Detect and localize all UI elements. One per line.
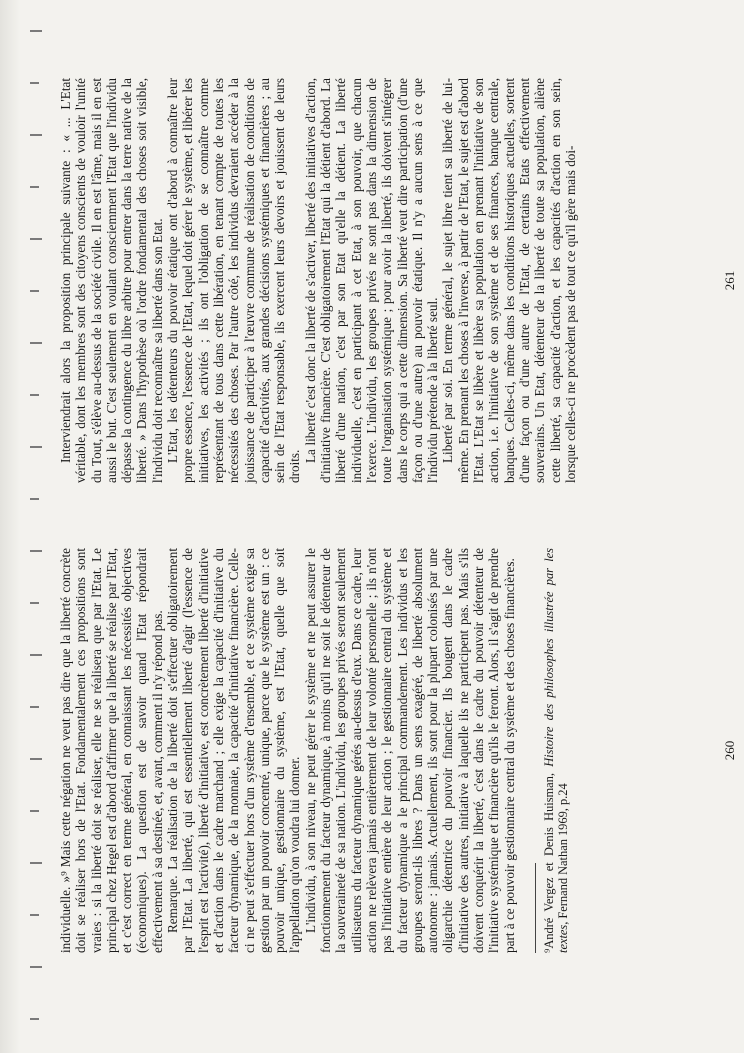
margin-tick xyxy=(30,758,42,760)
page-260 xyxy=(58,548,738,953)
rotated-book-spread xyxy=(58,73,738,953)
footnote-title: Histoire des philosophes illustrée par les textes xyxy=(541,548,571,953)
paragraph: L'Etat, les détenteurs du pouvoir étatique ont d'abord à connaître leur propre essence, l'essence de l'Etat, lequel doit gérer le système, et libérer les initiatives, les activités ; ils ont l'obligation de se connaître comme représentant de tous dans cette libération, en tenant compte de toutes les nécessités des choses. Par l'autre côté, les individus devraient accéder à la jouissance de participer à l'œuvre commune de réalisation de conditions de capacité d'activités, aux grandes décisions systémiques et financières ; au sein de l'Etat responsable, ils exercent leurs devoirs et jouissent de leurs droits. xyxy=(165,78,303,483)
margin-tick xyxy=(30,290,39,292)
paragraph: L'individu, à son niveau, ne peut gérer le système et ne peut assurer le fonctionnement du facteur dynamique, à moins qu'il ne soit le détenteur de la souveraineté de sa nation. L'individu, les groupes privés seront seulement utilisateurs du facteur dynamique gérés au-dessus d'eux. Dans ce cadre, leur action ne relèvera jamais entièrement de leur volonté personnelle ; ils n'ont pas l'initiative entière de leur action ; le gestionnaire central du système et du facteur dynamique a le principal commandement. Les individus et les groupes seront-ils libres ? Dans un sens exagéré, de liberté absolument autonome : jamais. Actuellement, ils sont pour la plupart colonisés par une oligarchie détentrice du pouvoir financier. Ils bougent dans le cadre d'initiative des autres, initiative à laquelle ils ne participent pas. Mais s'ils doivent conquérir la liberté, c'est dans le cadre du pouvoir détenteur de l'initiative systémique et financière qu'ils le feront. Alors, il s'agit de prendre part à ce pouvoir gestionnaire central du système et des choses financières. xyxy=(302,548,517,953)
margin-tick xyxy=(30,498,39,500)
margin-tick xyxy=(30,394,39,396)
footnote-publisher: , Fernand Nathan 1969, p.24 xyxy=(556,783,571,925)
margin-tick xyxy=(30,30,42,32)
margin-tick xyxy=(30,966,42,968)
margin-tick xyxy=(30,550,42,552)
page-260-body xyxy=(58,548,517,953)
margin-tick xyxy=(30,654,42,656)
paragraph: Remarque. La réalisation de la liberté doit s'effectuer obligatoirement par l'Etat. La liberté, qui est essentiellement liberté d'agir (l'essence de l'esprit est l'activité), liberté d'initiative, est concrètement liberté d'initiative et d'action dans le cadre marchand ; elle exige la capacité d'initiative du facteur dynamique, de la monnaie, la capacité d'initiative financière. Celle-ci ne peut s'effectuer hors d'un système d'ensemble, et ce système exige sa gestion par un pouvoir concentré, unique, parce que le système est un : ce pouvoir unique, gestionnaire du système, est l'Etat, quelle que soit l'appellation qu'on voudra lui donner. xyxy=(165,548,303,953)
margin-tick xyxy=(30,342,42,344)
margin-tick xyxy=(30,862,42,864)
margin-tick xyxy=(30,134,42,136)
paragraph: Interviendrait alors la proposition principale suivante : « ... L'Etat véritable, dont les membres sont des citoyens conscients de vouloir l'unité du Tout, s'élève au-dessus de la société civile. Il en est l'âme, mais il en est aussi le but. C'est seulement en voulant consciemment l'Etat que l'individu dépasse la contingence du libre arbitre pour entrer dans la terre native de la liberté. » Dans l'hypothèse où l'ordre fondamental des choses soit visible, l'individu doit reconnaître sa liberté dans son Etat. xyxy=(58,78,165,483)
footnote-marker: ⁹ xyxy=(541,948,556,953)
margin-tick xyxy=(30,82,39,84)
footnote-rule xyxy=(535,863,536,953)
page-261-body xyxy=(58,78,578,483)
paragraph: La liberté c'est donc la liberté de s'activer, liberté des initiatives d'action, d'initiative financière. C'est obligatoirement l'Etat qui la détient d'abord. La liberté d'une nation, c'est par son Etat qu'elle la détient. La liberté individuelle, c'est en participant à cet Etat, à son pouvoir, que chacun l'exerce. L'individu, les groupes privés ne sont pas dans la dimension de toute l'organisation systémique ; pour avoir la liberté, ils doivent s'intégrer dans le corps qui a cette dimension. Sa liberté veut dire participation (d'une façon ou d'une autre) au pouvoir étatique. Il n'y a aucun sens à ce que l'individu prétende à la liberté seul. xyxy=(302,78,441,483)
footnote-authors: André Vergez et Denis Huisman, xyxy=(541,766,556,949)
margin-tick xyxy=(30,446,42,448)
margin-tick xyxy=(30,186,39,188)
margin-tick xyxy=(30,810,39,812)
page-number: 261 xyxy=(722,270,737,291)
page-number: 260 xyxy=(722,740,737,761)
paragraph: Liberté par soi. En terme général, le sujet libre tient sa liberté de lui-même. En prenant les choses à l'inverse, à partir de l'Etat, le sujet est d'abord l'Etat. L'Etat se libère et libère sa population en prenant l'initiative de son action, i.e. l'initiative de son système et de ses finances, banque centrale, banques. Celles-ci, même dans les conditions historiques actuelles, sortent d'une façon ou d'une autre de l'Etat, de certains Etats effectivement souverains. Un Etat, détenteur de la liberté de toute sa population, aliène cette liberté, sa capacité d'action, et les capacités d'action en son sein, lorsque celles-ci ne procèdent pas de tout ce qu'il gère mais doi- xyxy=(440,78,578,483)
margin-tick xyxy=(30,602,39,604)
page-margin-edge xyxy=(0,0,20,1053)
margin-tick xyxy=(30,706,39,708)
margin-tick xyxy=(30,914,39,916)
page-261 xyxy=(58,78,738,483)
margin-tick xyxy=(30,1018,39,1020)
footnote xyxy=(542,548,571,953)
margin-tick xyxy=(30,238,42,240)
paragraph: individuelle. »⁹ Mais cette négation ne veut pas dire que la liberté concrète doit se réaliser hors de l'Etat. Fondamentalement ces propositions sont vraies : si la liberté doit se réaliser, elle ne se réalisera que par l'Etat. Le principal chez Hegel est d'abord d'affirmer que la liberté se réalise par l'Etat, et c'est correct en terme général, en connaissant les nécessités objectives (économiques). La question est de savoir quand l'Etat répondrait effectivement à sa destinée, et, avant, comment il n'y répond pas. xyxy=(58,548,165,953)
